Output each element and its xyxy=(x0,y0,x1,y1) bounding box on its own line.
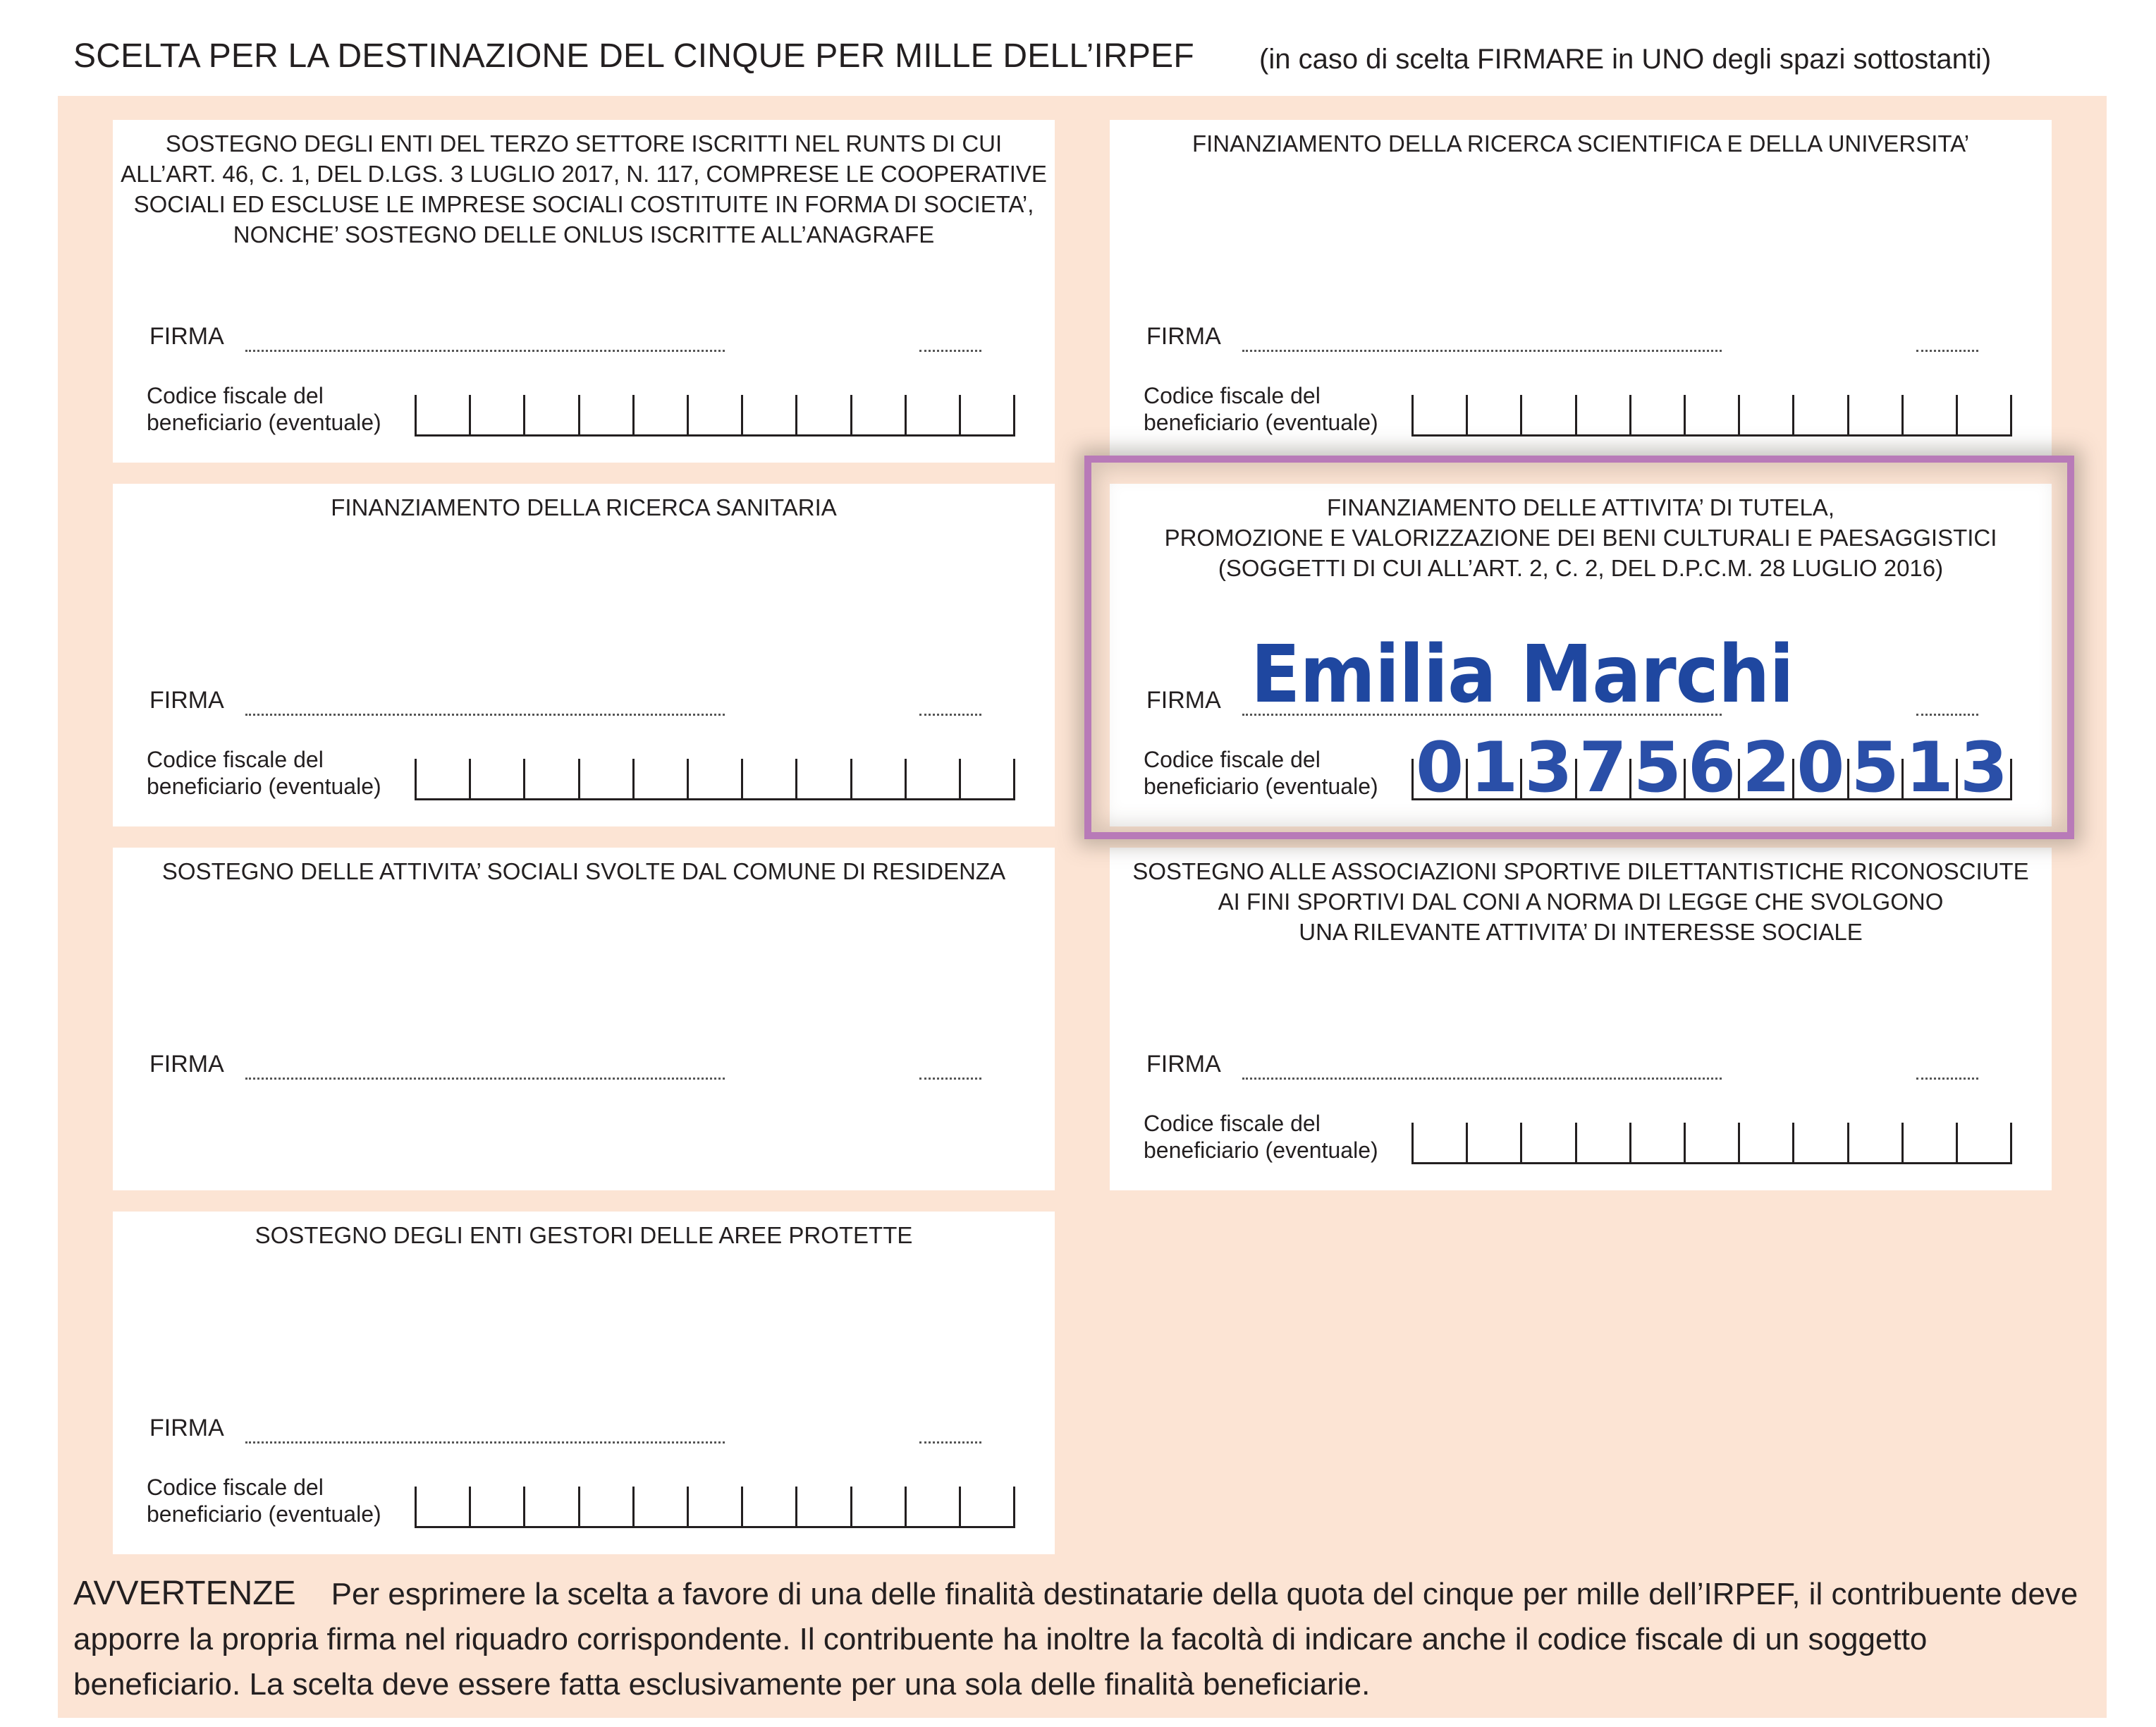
codice-fiscale-cell[interactable] xyxy=(1847,395,1901,434)
cf-label-line: Codice fiscale del xyxy=(1144,1111,1321,1136)
codice-fiscale-digit: 0 xyxy=(1415,728,1464,808)
codice-fiscale-cell[interactable] xyxy=(632,1487,687,1526)
codice-fiscale-cell[interactable] xyxy=(415,1487,469,1526)
codice-fiscale-cell[interactable] xyxy=(578,759,632,798)
signature-line-short[interactable] xyxy=(1916,692,1978,716)
avvertenze-section xyxy=(73,1571,2090,1707)
cf-label-line: Codice fiscale del xyxy=(1144,383,1321,408)
cf-label-line: beneficiario (eventuale) xyxy=(147,410,381,435)
cf-label-line: Codice fiscale del xyxy=(147,747,324,772)
cf-label-line: Codice fiscale del xyxy=(1144,747,1321,772)
signature-line-short[interactable] xyxy=(919,1056,981,1080)
title-line: SOCIALI ED ESCLUSE LE IMPRESE SOCIALI COSTITUITE IN FORMA DI SOCIETA’, xyxy=(133,191,1034,217)
codice-fiscale-digit: 1 xyxy=(1470,728,1519,808)
codice-fiscale-digit: 5 xyxy=(1851,728,1899,808)
codice-fiscale-cell[interactable] xyxy=(687,395,741,434)
codice-fiscale-cell[interactable] xyxy=(1901,395,1956,434)
codice-fiscale-grid[interactable] xyxy=(415,395,1015,437)
codice-fiscale-cell[interactable] xyxy=(1466,1123,1520,1162)
codice-fiscale-cell[interactable] xyxy=(1629,728,1684,808)
codice-fiscale-cell[interactable] xyxy=(1792,395,1846,434)
firma-label: FIRMA xyxy=(1146,1051,1221,1078)
box-ricerca-sanitaria xyxy=(113,484,1055,826)
codice-fiscale-cell[interactable] xyxy=(469,395,523,434)
codice-fiscale-cell[interactable] xyxy=(741,395,795,434)
codice-fiscale-cell[interactable] xyxy=(1901,728,1956,808)
codice-fiscale-cell[interactable] xyxy=(741,759,795,798)
codice-fiscale-cell[interactable] xyxy=(687,759,741,798)
title-line: FINANZIAMENTO DELLA RICERCA SCIENTIFICA E DELLA UNIVERSITA’ xyxy=(1192,130,1970,157)
codice-fiscale-cell[interactable] xyxy=(632,759,687,798)
signature-line-short[interactable] xyxy=(1916,1056,1978,1080)
codice-fiscale-grid[interactable] xyxy=(1411,395,2012,437)
codice-fiscale-digit: 5 xyxy=(1633,728,1682,808)
signature-line-short[interactable] xyxy=(919,329,981,352)
codice-fiscale-cell[interactable] xyxy=(795,759,850,798)
codice-fiscale-cell[interactable] xyxy=(523,1487,577,1526)
codice-fiscale-cell[interactable] xyxy=(1792,1123,1846,1162)
cf-label-line: Codice fiscale del xyxy=(147,1475,324,1500)
box-terzo-settore xyxy=(113,120,1055,463)
codice-fiscale-cell[interactable] xyxy=(1411,1123,1466,1162)
cf-label-line: beneficiario (eventuale) xyxy=(147,1501,381,1527)
codice-fiscale-cell[interactable] xyxy=(1792,728,1846,808)
title-line: (SOGGETTI DI CUI ALL’ART. 2, C. 2, DEL D.P.C.M. 28 LUGLIO 2016) xyxy=(1218,555,1944,581)
signature-line[interactable] xyxy=(245,1420,725,1444)
signature-line[interactable] xyxy=(1242,329,1722,352)
codice-fiscale-cell[interactable] xyxy=(795,395,850,434)
codice-fiscale-cell[interactable] xyxy=(905,395,959,434)
box-title xyxy=(1110,492,2052,583)
title-line: SOSTEGNO DEGLI ENTI DEL TERZO SETTORE ISCRITTI NEL RUNTS DI CUI xyxy=(165,130,1003,157)
signature-line-short[interactable] xyxy=(919,1420,981,1444)
codice-fiscale-cell[interactable] xyxy=(1411,728,1466,808)
cf-label-line: beneficiario (eventuale) xyxy=(1144,1137,1378,1163)
box-title xyxy=(1110,128,2052,159)
codice-fiscale-cell[interactable] xyxy=(1629,395,1684,434)
cf-label-line: Codice fiscale del xyxy=(147,383,324,408)
box-title xyxy=(113,128,1055,250)
codice-fiscale-cell[interactable] xyxy=(1684,728,1738,808)
title-line: FINANZIAMENTO DELLE ATTIVITA’ DI TUTELA, xyxy=(1326,494,1835,520)
codice-fiscale-cell[interactable] xyxy=(1847,1123,1901,1162)
firma-label: FIRMA xyxy=(149,323,224,350)
codice-fiscale-cell[interactable] xyxy=(1956,1123,2012,1162)
codice-fiscale-cell[interactable] xyxy=(578,1487,632,1526)
codice-fiscale-cell[interactable] xyxy=(1847,728,1901,808)
signature-line[interactable] xyxy=(245,692,725,716)
cf-label-line: beneficiario (eventuale) xyxy=(147,774,381,799)
title-line: NONCHE’ SOSTEGNO DELLE ONLUS ISCRITTE ALL’ANAGRAFE xyxy=(233,221,935,248)
title-line: ALL’ART. 46, C. 1, DEL D.LGS. 3 LUGLIO 2017, N. 117, COMPRESE LE COOPERATIVE xyxy=(121,161,1047,187)
codice-fiscale-grid[interactable] xyxy=(415,759,1015,800)
codice-fiscale-digit: 2 xyxy=(1742,728,1791,808)
codice-fiscale-digit: 1 xyxy=(1905,728,1954,808)
codice-fiscale-cell[interactable] xyxy=(1575,728,1629,808)
title-line: FINANZIAMENTO DELLA RICERCA SANITARIA xyxy=(331,494,837,520)
box-sportive xyxy=(1110,848,2052,1190)
codice-fiscale-cell[interactable] xyxy=(687,1487,741,1526)
codice-fiscale-cell[interactable] xyxy=(1684,395,1738,434)
codice-fiscale-cell[interactable] xyxy=(905,1487,959,1526)
codice-fiscale-grid[interactable] xyxy=(415,1487,1015,1528)
codice-fiscale-grid[interactable] xyxy=(1411,1123,2012,1164)
box-beni-culturali xyxy=(1110,484,2052,826)
codice-fiscale-cell[interactable] xyxy=(1575,1123,1629,1162)
codice-fiscale-cell[interactable] xyxy=(1520,728,1574,808)
codice-fiscale-cell[interactable] xyxy=(850,759,905,798)
avvertenze-text: Per esprimere la scelta a favore di una delle finalità destinatarie della quota del cinque per mille dell’IRPEF, il contribuente deve apporre la propria firma nel riquadro corrispondente. Il contribuente ha inoltre la facoltà di indicare anche il codice fiscale di un soggetto beneficiario. La scelta deve essere fatta esclusivamente per una sola delle finalità beneficiarie. xyxy=(73,1577,2078,1702)
title-line: AI FINI SPORTIVI DAL CONI A NORMA DI LEGGE CHE SVOLGONO xyxy=(1218,889,1944,915)
codice-fiscale-cell[interactable] xyxy=(850,395,905,434)
codice-fiscale-cell[interactable] xyxy=(959,395,1015,434)
box-title xyxy=(113,492,1055,523)
firma-label: FIRMA xyxy=(149,1051,224,1078)
form-title: SCELTA PER LA DESTINAZIONE DEL CINQUE PER MILLE DELL’IRPEF xyxy=(73,37,1194,75)
firma-label: FIRMA xyxy=(149,1415,224,1441)
handwritten-signature: Emilia Marchi xyxy=(1251,629,1794,721)
codice-fiscale-label xyxy=(1144,382,1378,436)
avvertenze-label: AVVERTENZE xyxy=(73,1575,296,1612)
codice-fiscale-cell[interactable] xyxy=(1520,1123,1574,1162)
codice-fiscale-cell[interactable] xyxy=(1629,1123,1684,1162)
title-line: SOSTEGNO ALLE ASSOCIAZIONI SPORTIVE DILETTANTISTICHE RICONOSCIUTE xyxy=(1132,858,2029,884)
codice-fiscale-cell[interactable] xyxy=(1956,395,2012,434)
box-title xyxy=(113,1220,1055,1250)
firma-label: FIRMA xyxy=(1146,687,1221,714)
codice-fiscale-cell[interactable] xyxy=(1466,728,1520,808)
title-line: SOSTEGNO DEGLI ENTI GESTORI DELLE AREE PROTETTE xyxy=(255,1222,913,1248)
form-instruction-note: (in caso di scelta FIRMARE in UNO degli spazi sottostanti) xyxy=(1259,44,1992,75)
signature-line-short[interactable] xyxy=(919,692,981,716)
box-title xyxy=(113,856,1055,886)
cf-label-line: beneficiario (eventuale) xyxy=(1144,410,1378,435)
codice-fiscale-cell[interactable] xyxy=(1901,1123,1956,1162)
box-ricerca-scientifica xyxy=(1110,120,2052,463)
signature-line[interactable] xyxy=(245,1056,725,1080)
codice-fiscale-cell[interactable] xyxy=(959,759,1015,798)
title-line: SOSTEGNO DELLE ATTIVITA’ SOCIALI SVOLTE DAL COMUNE DI RESIDENZA xyxy=(161,858,1006,884)
codice-fiscale-label xyxy=(147,746,381,800)
codice-fiscale-cell[interactable] xyxy=(523,759,577,798)
codice-fiscale-cell[interactable] xyxy=(632,395,687,434)
codice-fiscale-cell[interactable] xyxy=(469,759,523,798)
codice-fiscale-cell[interactable] xyxy=(1738,728,1792,808)
signature-line[interactable] xyxy=(245,329,725,352)
codice-fiscale-cell[interactable] xyxy=(1520,395,1574,434)
codice-fiscale-cell[interactable] xyxy=(1956,728,2012,808)
box-comune xyxy=(113,848,1055,1190)
codice-fiscale-cell[interactable] xyxy=(578,395,632,434)
box-title xyxy=(1110,856,2052,947)
codice-fiscale-digit: 3 xyxy=(1524,728,1573,808)
codice-fiscale-cell[interactable] xyxy=(850,1487,905,1526)
codice-fiscale-cell[interactable] xyxy=(905,759,959,798)
codice-fiscale-cell[interactable] xyxy=(1684,1123,1738,1162)
codice-fiscale-cell[interactable] xyxy=(1466,395,1520,434)
cf-label-line: beneficiario (eventuale) xyxy=(1144,774,1378,799)
codice-fiscale-cell[interactable] xyxy=(959,1487,1015,1526)
codice-fiscale-cell[interactable] xyxy=(741,1487,795,1526)
codice-fiscale-label xyxy=(1144,1110,1378,1164)
box-aree-protette xyxy=(113,1212,1055,1554)
signature-line-short[interactable] xyxy=(1916,329,1978,352)
codice-fiscale-cell[interactable] xyxy=(469,1487,523,1526)
codice-fiscale-digit: 3 xyxy=(1959,728,2009,808)
codice-fiscale-cell[interactable] xyxy=(415,759,469,798)
codice-fiscale-label xyxy=(147,1474,381,1527)
form-header xyxy=(73,37,1992,75)
title-line: PROMOZIONE E VALORIZZAZIONE DEI BENI CULTURALI E PAESAGGISTICI xyxy=(1164,525,1997,551)
codice-fiscale-cell[interactable] xyxy=(1738,1123,1792,1162)
firma-label: FIRMA xyxy=(149,687,224,714)
codice-fiscale-label xyxy=(1144,746,1378,800)
codice-fiscale-cell[interactable] xyxy=(415,395,469,434)
firma-label: FIRMA xyxy=(1146,323,1221,350)
codice-fiscale-cell[interactable] xyxy=(1411,395,1466,434)
codice-fiscale-digit: 6 xyxy=(1687,728,1737,808)
codice-fiscale-label xyxy=(147,382,381,436)
codice-fiscale-grid[interactable] xyxy=(1411,728,2012,808)
codice-fiscale-cell[interactable] xyxy=(1738,395,1792,434)
title-line: UNA RILEVANTE ATTIVITA’ DI INTERESSE SOCIALE xyxy=(1299,919,1863,945)
signature-line[interactable] xyxy=(1242,1056,1722,1080)
codice-fiscale-cell[interactable] xyxy=(795,1487,850,1526)
codice-fiscale-digit: 0 xyxy=(1796,728,1845,808)
codice-fiscale-digit: 7 xyxy=(1579,728,1627,808)
codice-fiscale-cell[interactable] xyxy=(523,395,577,434)
codice-fiscale-cell[interactable] xyxy=(1575,395,1629,434)
